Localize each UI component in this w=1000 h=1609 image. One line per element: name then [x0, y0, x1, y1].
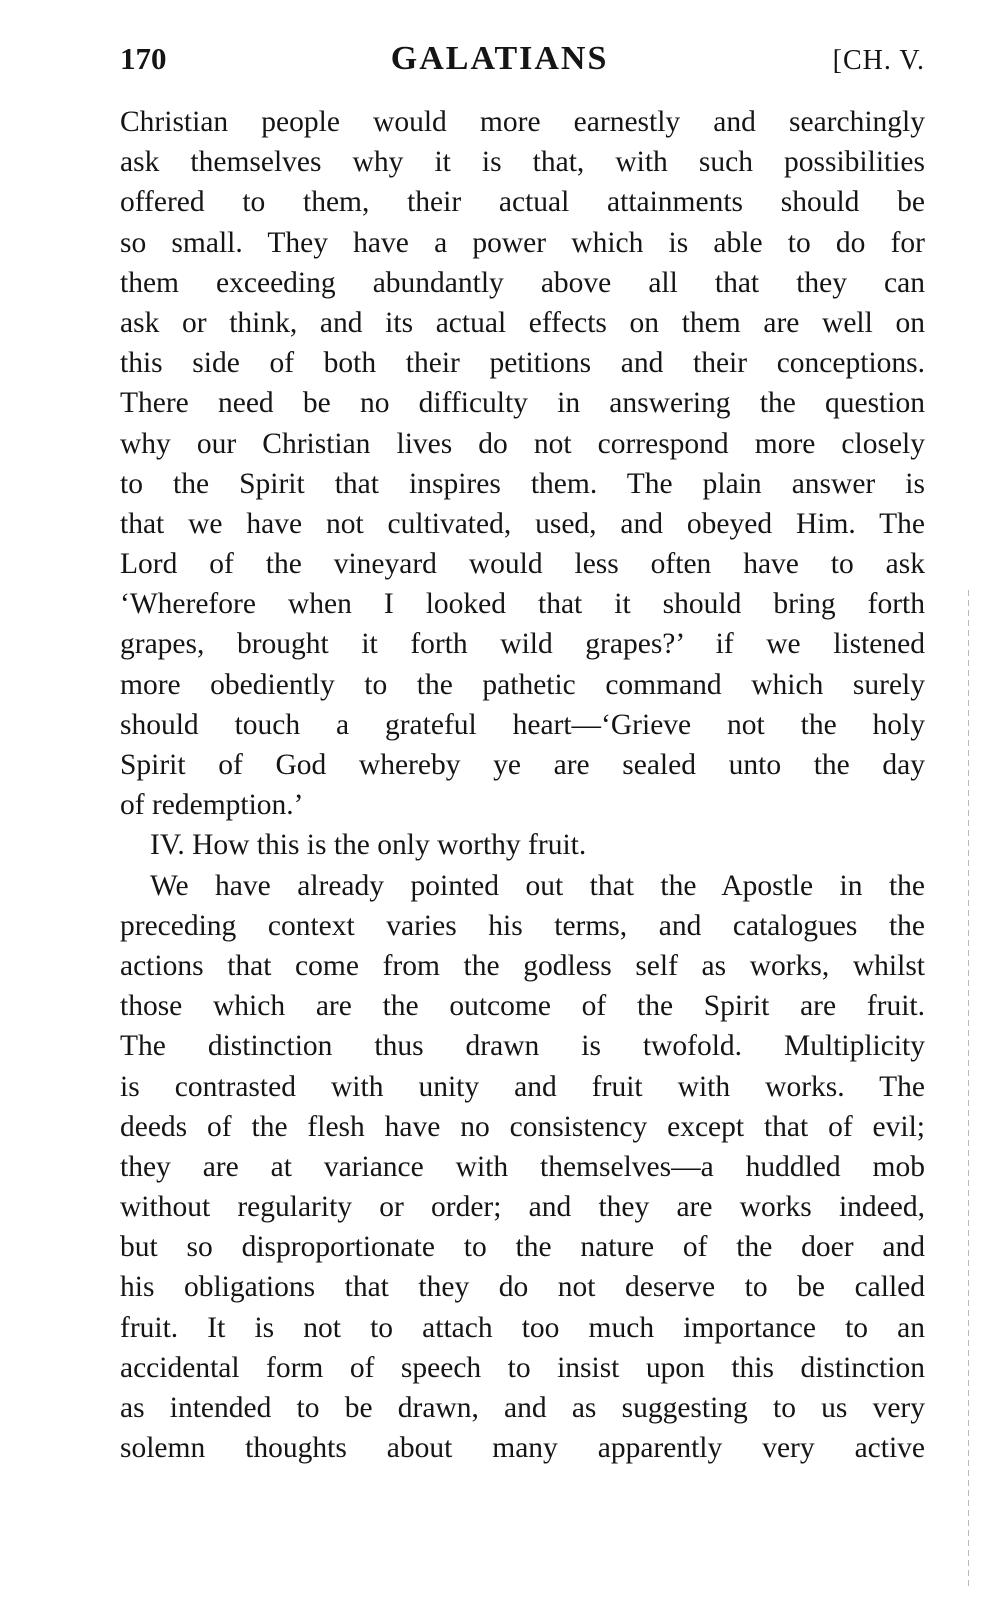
text-line: to the Spirit that inspires them. The plain answer is	[120, 467, 925, 500]
text-line: ‘Wherefore when I looked that it should bring forth	[120, 588, 925, 621]
text-line: this side of both their petitions and their conceptions.	[120, 347, 925, 380]
text-line: accidental form of speech to insist upon this distinction	[120, 1351, 925, 1384]
text-line: his obligations that they do not deserve to be called	[120, 1271, 925, 1304]
text-line: they are at variance with themselves—a huddled mob	[120, 1150, 925, 1183]
text-line: Lord of the vineyard would less often have to ask	[120, 548, 925, 581]
scan-edge-line	[968, 590, 969, 1590]
text-line: actions that come from the godless self as works, whilst	[120, 949, 925, 982]
text-line: without regularity or order; and they are works indeed,	[120, 1191, 925, 1224]
text-line: We have already pointed out that the Apostle in the	[150, 869, 925, 902]
text-line: fruit. It is not to attach too much importance to an	[120, 1311, 925, 1344]
running-head	[120, 40, 925, 96]
text-line: ask themselves why it is that, with such possibilities	[120, 146, 925, 179]
text-line: why our Christian lives do not correspond more closely	[120, 427, 925, 460]
text-line: that we have not cultivated, used, and obeyed Him. The	[120, 507, 925, 540]
text-line: them exceeding abundantly above all that they can	[120, 266, 925, 299]
text-line: but so disproportionate to the nature of the doer and	[120, 1231, 925, 1264]
text-line: grapes, brought it forth wild grapes?’ if we listened	[120, 628, 925, 661]
text-line: The distinction thus drawn is twofold. Multiplicity	[120, 1030, 925, 1063]
text-line: Christian people would more earnestly and searchingly	[120, 106, 925, 138]
text-line: preceding context varies his terms, and catalogues the	[120, 909, 925, 942]
text-line: Spirit of God whereby ye are sealed unto the day	[120, 749, 925, 781]
book-page	[120, 40, 925, 1468]
text-line: so small. They have a power which is able to do for	[120, 226, 925, 259]
text-line: There need be no difficulty in answering the question	[120, 387, 925, 420]
page-number: 170	[120, 41, 167, 76]
text-line: should touch a grateful heart—‘Grieve not the holy	[120, 708, 925, 741]
body-text	[120, 102, 925, 1468]
text-line: is contrasted with unity and fruit with works. The	[120, 1070, 925, 1103]
text-line: solemn thoughts about many apparently very active	[120, 1432, 925, 1465]
running-title: GALATIANS	[390, 40, 609, 77]
text-line: offered to them, their actual attainments should be	[120, 186, 925, 219]
text-line: deeds of the flesh have no consistency except that of evil;	[120, 1110, 925, 1143]
text-line: ask or think, and its actual effects on them are well on	[120, 306, 925, 339]
text-line: as intended to be drawn, and as suggesting to us very	[120, 1392, 925, 1424]
text-line: those which are the outcome of the Spirit are fruit.	[120, 990, 925, 1023]
text-line: of redemption.’	[120, 789, 304, 822]
section-heading: IV. How this is the only worthy fruit.	[150, 829, 587, 862]
text-line: more obediently to the pathetic command which surely	[120, 668, 925, 701]
chapter-marker: [CH. V.	[832, 45, 925, 76]
